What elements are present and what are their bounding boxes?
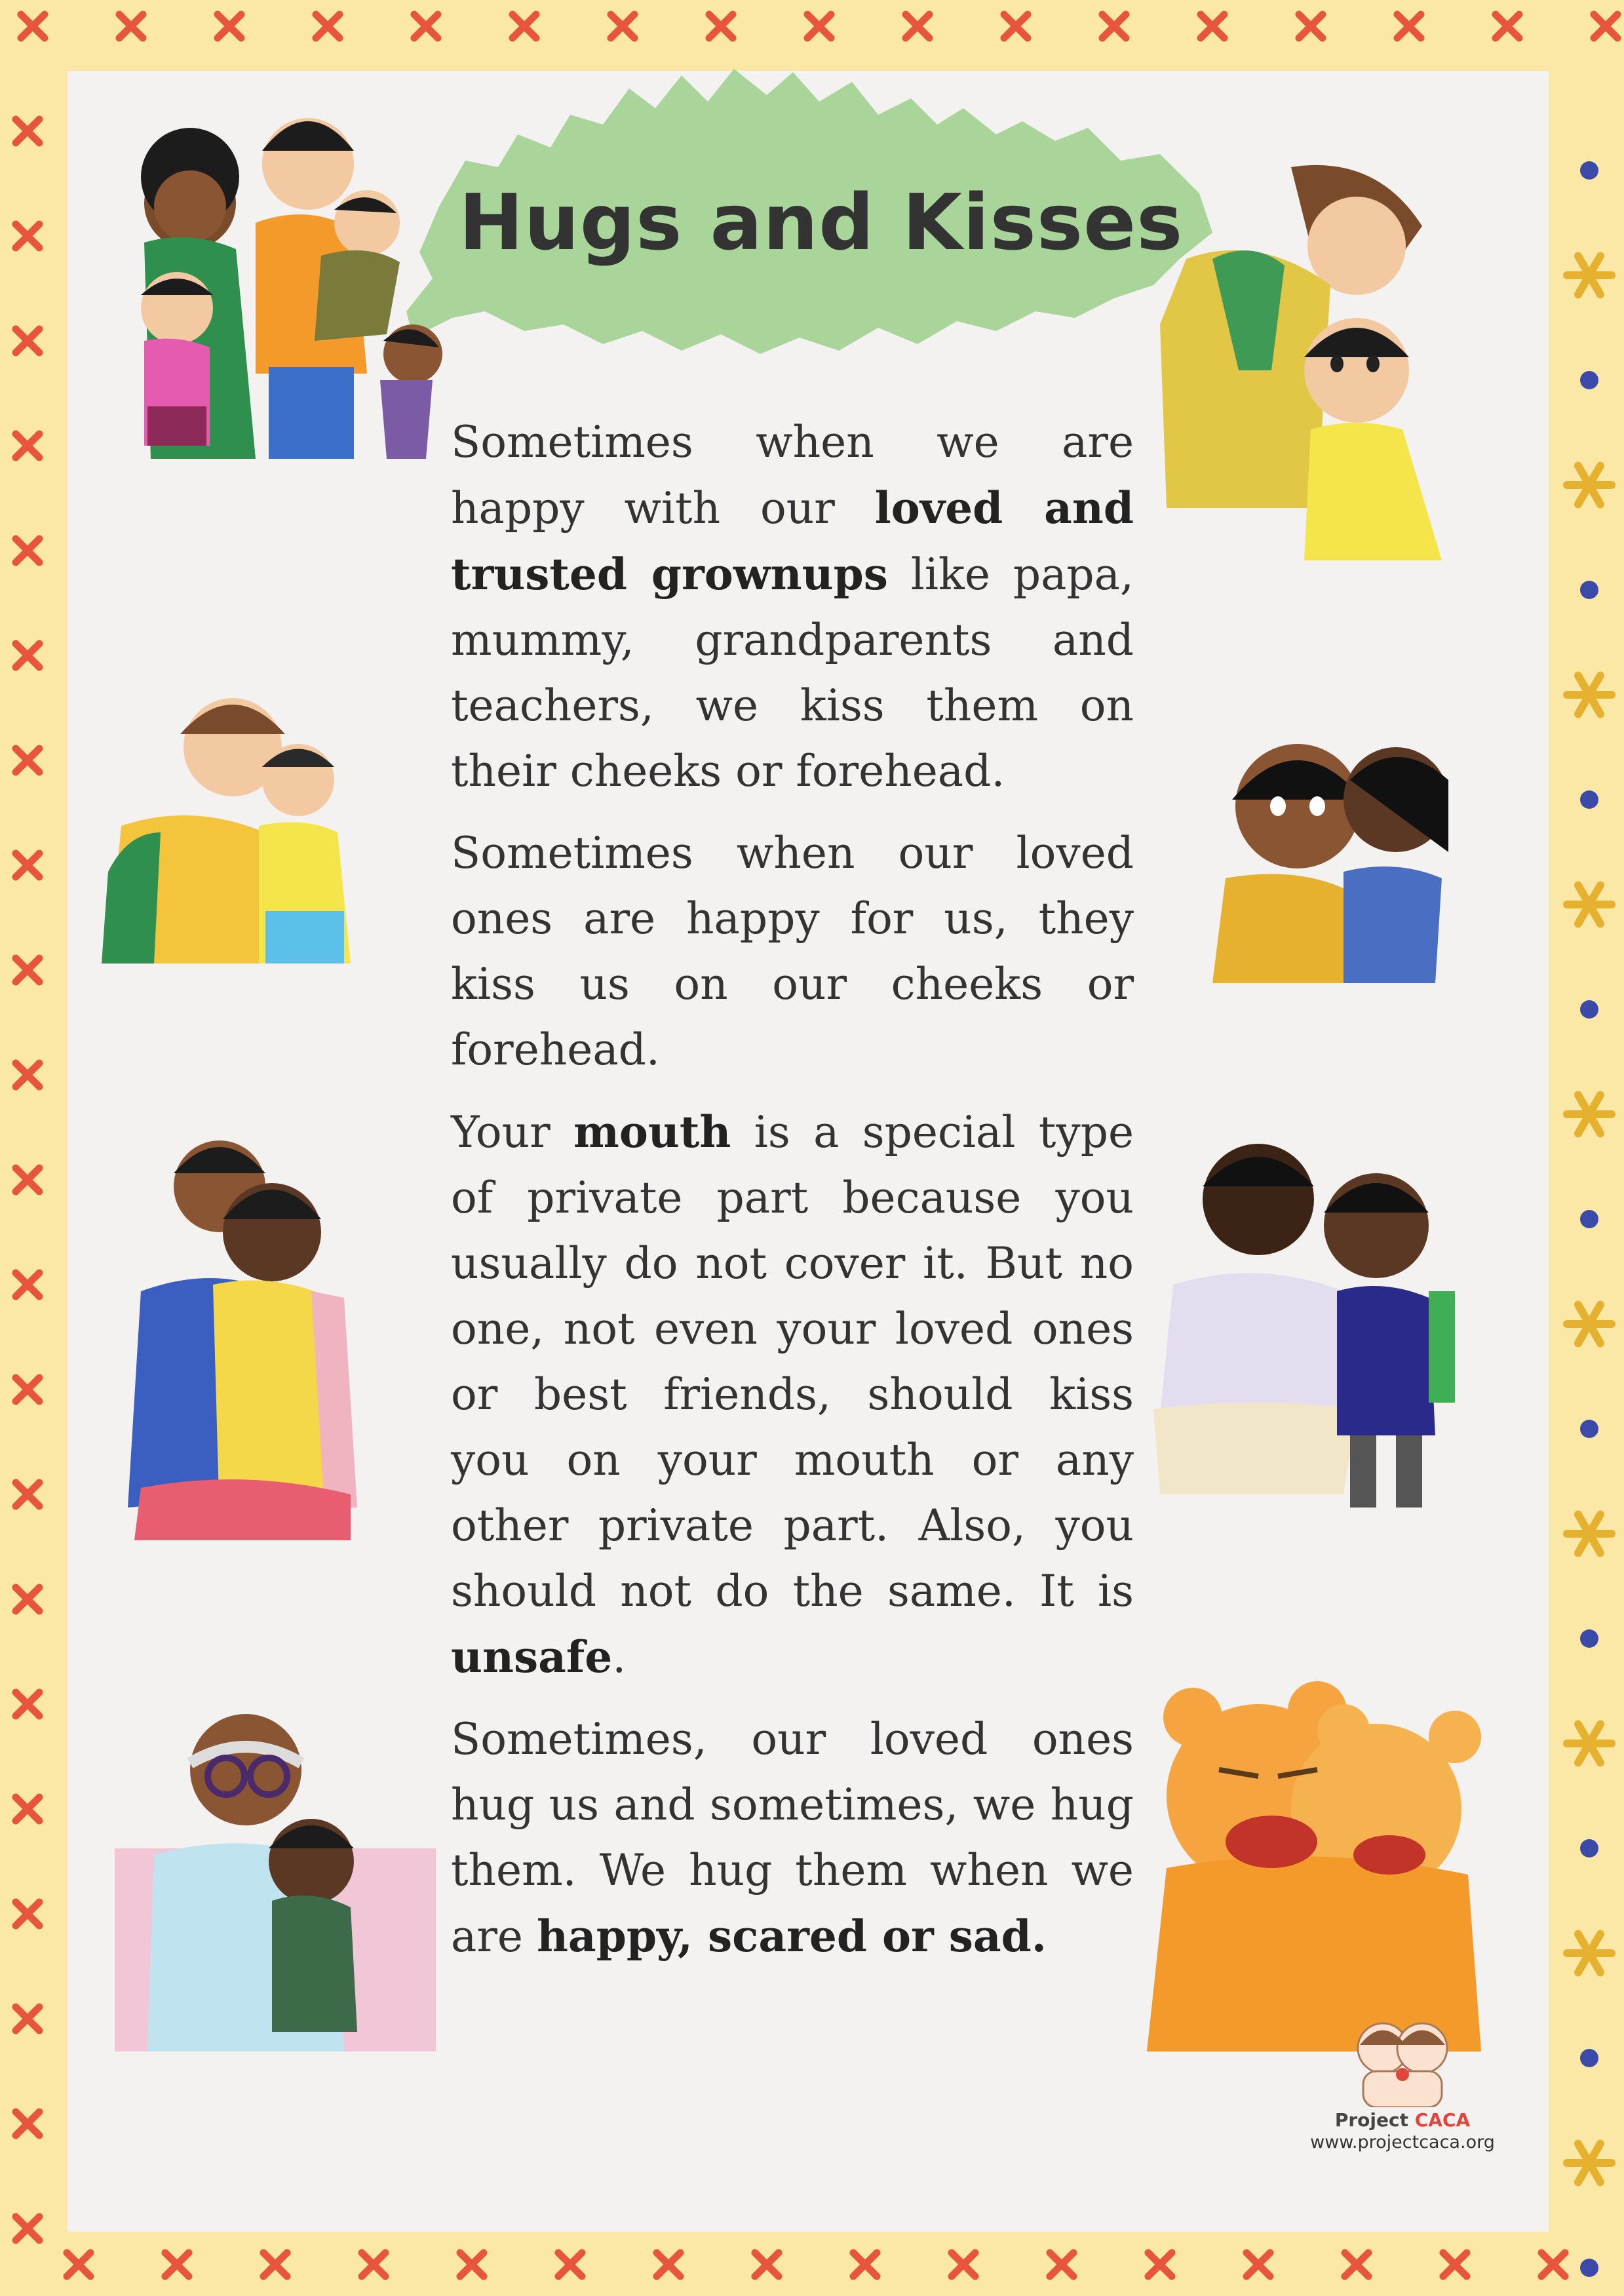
border-dot xyxy=(1580,1210,1598,1228)
border-dot xyxy=(1580,2049,1598,2067)
paragraph-2: Sometimes when our loved ones are happy for us, they kiss us on our cheeks or forehead. xyxy=(451,828,1134,1075)
logo-name: Project CACA xyxy=(1334,2109,1471,2131)
logo-url: www.projectcaca.org xyxy=(1310,2132,1495,2152)
bold-phrase: mouth xyxy=(573,1106,731,1158)
mother-child-hug-illustration xyxy=(102,675,364,963)
mother-daughter-hug-illustration xyxy=(115,1114,377,1553)
mother-kissing-child-illustration xyxy=(1160,154,1468,560)
border-dot xyxy=(1580,790,1598,809)
bold-phrase: happy, scared or sad. xyxy=(536,1911,1047,1962)
project-logo xyxy=(1298,2109,1507,2152)
border-dot xyxy=(1580,1629,1598,1648)
father-kissing-child-illustration xyxy=(1147,1127,1488,1534)
border-dot xyxy=(1580,1420,1598,1438)
border-dot xyxy=(1580,1839,1598,1858)
page-title: Hugs and Kisses xyxy=(459,177,1184,267)
tiger-cubs-hug-illustration xyxy=(1127,1658,1514,2078)
project-caca-logo-icon xyxy=(1350,2009,1455,2107)
border-dot xyxy=(1580,161,1598,180)
woman-child-kiss-illustration xyxy=(1199,708,1475,983)
grandfather-hug-illustration xyxy=(115,1691,436,2052)
paragraph-4: Sometimes, our loved ones hug us and sometimes, we hug them. We hug them when we are happy, scared or sad. xyxy=(451,1714,1134,1962)
border-dot xyxy=(1580,1000,1598,1019)
body-text xyxy=(451,410,1134,1986)
bold-phrase: loved and trusted grownups xyxy=(451,482,1134,600)
paragraph-1: Sometimes when we are happy with our loved and trusted grownups like papa, mummy, grandparents and teachers, we kiss them on their cheeks or forehead. xyxy=(451,417,1134,796)
border-dot xyxy=(1580,371,1598,389)
bold-phrase: unsafe xyxy=(451,1631,613,1683)
border-dot xyxy=(1580,581,1598,599)
paragraph-3: Your mouth is a special type of private part because you usually do not cover it. But no one, not even your loved ones or best friends, should kiss you on your mouth or any other private part. Also, you should not do the same. It is unsafe. xyxy=(451,1106,1134,1683)
border-dot xyxy=(1580,2259,1598,2277)
family-group-hug-illustration xyxy=(105,92,446,478)
